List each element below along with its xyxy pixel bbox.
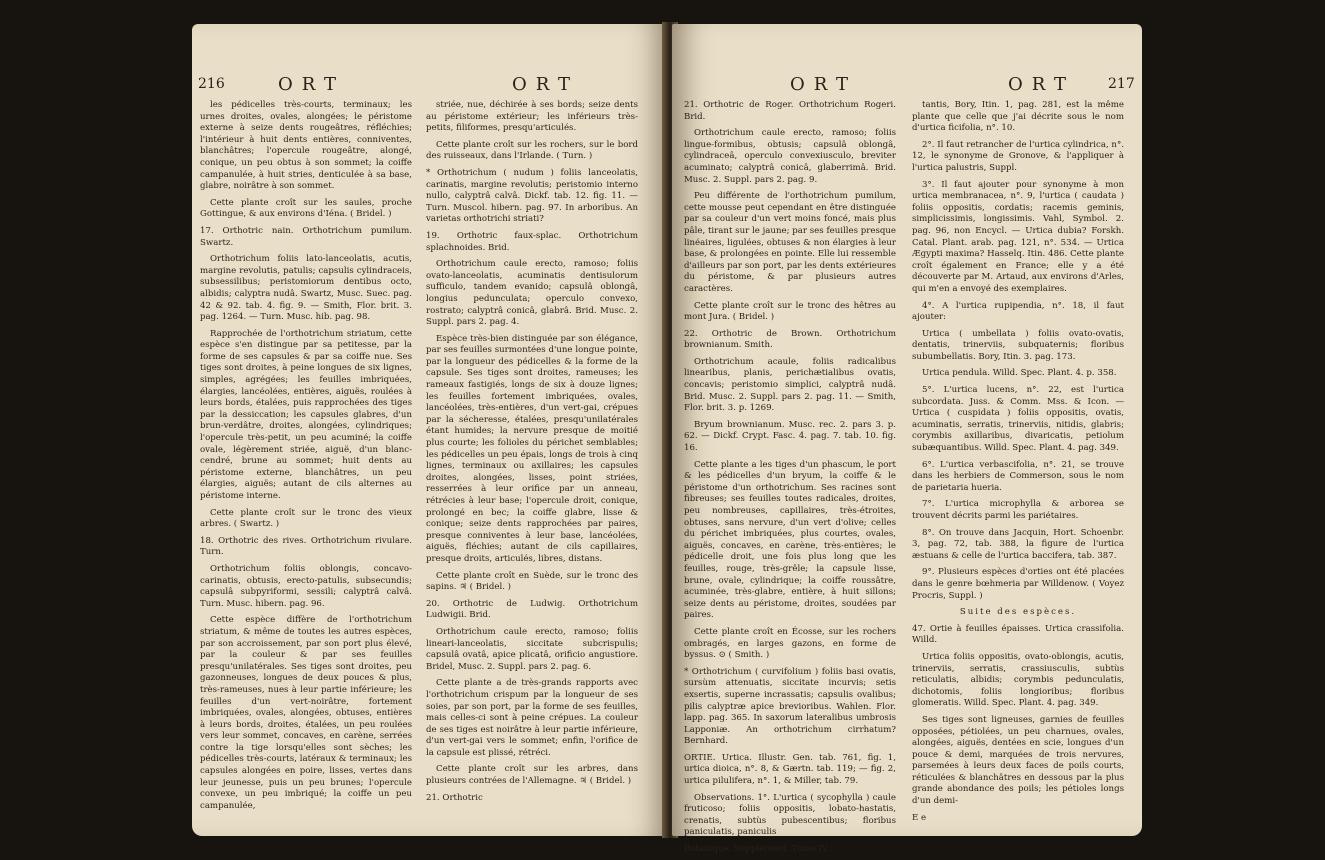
paragraph: 19. Orthotric faux-splac. Orthotrichum splachnoides. Brid. [426,230,638,253]
paragraph: 8°. On trouve dans Jacquin, Hort. Schoenbr. 3, pag. 72, tab. 388, la figure de l'urtica æstuans & celle de l'urtica baccifera, tab. 387. [912,527,1124,561]
paragraph: * Orthotrichum ( nudum ) foliis lanceolatis, carinatis, margine revolutis; peristomio interno nullo, calyptrâ calvâ. Dickf. tab. 12. fig. 11. — Turn. Muscol. hibern. pag. 97. In arboribus. An varietas orthotrichi striati? [426,167,638,225]
paragraph: 9°. Plusieurs espèces d'orties ont été placées dans le genre bœhmeria par Willdenow. ( Voyez Procris, Suppl. ) [912,567,1124,601]
paragraph: 22. Orthotric de Brown. Orthotrichum brownianum. Smith. [684,328,896,351]
paragraph: Cette plante croît sur le tronc des vieux arbres. ( Swartz. ) [200,507,412,530]
paragraph: 20. Orthotric de Ludwig. Orthotrichum Ludwigii. Brid. [426,598,638,621]
paragraph: ORTIE. Urtica. Illustr. Gen. tab. 761, fig. 1, urtica dioica, n°. 8, & Gærtn. tab. 119; — fig. 2, urtica pilulifera, n°. 1, & Miller, tab. 79. [684,752,896,787]
paragraph: 2°. Il faut retrancher de l'urtica cylindrica, n°. 12, le synonyme de Gronove, & l'appliquer à l'urtica palustris, Suppl. [912,139,1124,173]
paragraph: Ses tiges sont ligneuses, garnies de feuilles opposées, pétiolées, un peu charnues, ovales, alongées, aiguës, dentées en scie, longues d'un pouce & demi, marquées de trois nervures, parsemées à leurs deux faces de poils courts, réticulées & blanchâtres en dessous par la plus grande abondance des poils; les pétioles longs d'un demi- [912,714,1124,807]
paragraph: striée, nue, déchirée à ses bords; seize dents au péristome extérieur; les inférieurs très-petits, filiformes, presqu'articulés. [426,100,638,134]
paragraph: Rapprochée de l'orthotrichum striatum, cette espèce s'en distingue par sa petitesse, par la forme de ses capsules & par sa coiffe nue. Ses tiges sont droites, à peine longues de six lignes, simples, agrégées; les feuilles imbriquées, élargies, lancéolées, entières, aiguës, roulées à leurs bords, étalées, puis rapprochées des tiges par la dessiccation; les capsules glabres, d'un brun-verdâtre, droites, alongées, cylindriques; l'opercule très-petit, un peu acuminé; la coiffe ovale, légèrement striée, aiguë, d'un blanc-cendré, brune au sommet; huit dents au péristome externe, blanchâtres, un peu élargies, aiguës; autant de cils alternes au péristome interne. [200,328,412,501]
running-header-right-2: ORT [1008,74,1075,95]
running-header-left-2: ORT [512,74,579,95]
page-number-right: 217 [1108,76,1135,92]
running-header-left-1: ORT [278,74,345,95]
paragraph: 21. Orthotric [426,792,483,803]
paragraph: Cette plante a de très-grands rapports avec l'orthotrichum crispum par la longueur de ses soies, par son port, par la forme de ses feuilles, mais celles-ci sont à peine crépues. La couleur de ses tiges est noirâtre à leur partie inférieure, d'un vert-gai vers le sommet; enfin, l'orifice de la capsule est plissé, rétréci. [426,678,638,758]
left-column-1 [200,100,412,860]
paragraph: Cette plante croît sur le tronc des hêtres au mont Jura. ( Bridel. ) [684,300,896,323]
running-header-right-1: ORT [790,74,857,95]
paragraph: Cette plante croît sur les rochers, sur le bord des ruisseaux, dans l'Irlande. ( Turn. ) [426,139,638,162]
paragraph: Cette espèce diffère de l'orthotrichum striatum, & même de toutes les autres espèces, par son accroissement, par son port plus élevé, par la couleur & par ses feuilles presqu'unilatérales. Ses tiges sont droites, peu gazonneuses, longues de deux pouces & plus, très-rameuses, nues à leur partie inférieure; les feuilles d'un vert-noirâtre, fortement imbriquées, ovales, alongées, obtuses, entières à leurs bords, droites, étalées, un peu roulées vers leur sommet, concaves, en carène, serrées contre la tige lorsqu'elles sont sèches; les pédicelles très-courts, latéraux & terminaux; les capsules alongées en poire, lisses, vertes dans leur jeunesse, puis un peu brunes; l'opercule convexe, un peu imbriqué; la coiffe un peu campanulée, [200,615,412,811]
paragraph: Peu différente de l'orthotrichum pumilum, cette mousse peut cependant en être distinguée par sa couleur d'un vert moins foncé, mais plus pâle, tirant sur le jaune; par ses feuilles presque linéaires, ligulées, obtuses & non élargies à leur base, & prolongées en pointe. Elle lui ressemble d'ailleurs par son port, par les dents extérieures du péristome, & par plusieurs autres caractères. [684,191,896,294]
paragraph: E e [912,812,927,823]
paragraph: Orthotrichum caule erecto, ramoso; foliis lingue-formibus, obtusis; capsulâ oblongâ, cylindraceâ, operculo convexiusculo, breviter acuminato; calyptrâ conicâ, glaberrimâ. Brid. Musc. 2. Suppl. pars 2. pag. 9. [684,128,896,185]
paragraph: Cette plante croît en Écosse, sur les rochers ombragés, en larges gazons, en forme de byssus. ⊙ ( Smith. ) [684,626,896,661]
paragraph: Cette plante a les tiges d'un phascum, le port & les pédicelles d'un bryum, la coiffe & le péristome d'un orthotrichum. Ses racines sont fibreuses; ses feuilles toutes radicales, droites, peu nombreuses, capillaires, très-étroites, obtuses, sans nervure, d'un vert d'olive; celles du périchet imbriquées, plus courtes, ovales, aiguës, concaves, en carène, très-entières; le pédicelle droit, une fois plus long que les feuilles, rouge, très-grêle; la capsule lisse, brune, ovale, cylindrique; la coiffe roussâtre, acuminée, très-glabre, entière, à huit sillons; seize dents au péristome, droites, soudées par paires. [684,459,896,621]
paragraph: les pédicelles très-courts, terminaux; les urnes droites, ovales, alongées; le péristome externe à seize dents rougeâtres, réfléchies; l'intérieur à huit dents entières, conniventes, blanchâtres; l'opercule rougeâtre, alongé, conique, un peu obtus à son sommet; la coiffe campanulée, à huit stries, denticulée à sa base, glabre, noirâtre à son sommet. [200,100,412,192]
paragraph: * Orthotrichum ( curvifolium ) foliis basi ovatis, sursùm attenuatis, siccitate incurvis; setis exsertis, superne incrassatis; capsulis ovalibus; pilis calyptræ apice brevioribus. Wahlen. Flor. lapp. pag. 365. In saxorum lateralibus umbrosis Lapponiæ. An orthotrichum cirrhatum? Bernhard. [684,666,896,747]
right-column-1 [684,100,896,860]
paragraph: Botanique. Supplément. Tome IV. [684,844,829,855]
paragraph: 7°. L'urtica microphylla & arborea se trouvent décrits parmi les pariétaires. [912,499,1124,521]
left-page [192,24,668,836]
paragraph: Observations. 1°. L'urtica ( sycophylla ) caule fruticoso; foliis oppositis, lobato-hastatis, crenatis, subtùs pubescentibus; floribus paniculatis, paniculis [684,792,896,838]
paragraph: Urtica ( umbellata ) foliis ovato-ovatis, dentatis, trinerviis, subquaternis; floribus subumbellatis. Bory, Itin. 3. pag. 173. [912,328,1124,362]
paragraph: 3°. Il faut ajouter pour synonyme à mon urtica membranacea, n°. 9, l'urtica ( caudata ) foliis oppositis, cordatis; racemis geminis, simplicissimis, longissimis. Vahl, Symbol. 2. pag. 96, non Encycl. — Urtica dubia? Forskh. Catal. Plant. arab. pag. 121, n°. 534. — Urtica Ægypti maxima? Hasselq. Itin. 486. Cette plante croît également en France; elle y a été découverte par M. Artaud, aux environs d'Arles, qui m'en a envoyé des exemplaires. [912,179,1124,294]
left-column-2 [426,100,638,860]
paragraph: 4°. A l'urtica rupipendia, n°. 18, il faut ajouter: [912,300,1124,323]
right-column-2 [912,100,1124,860]
paragraph: Urtica foliis oppositis, ovato-oblongis, acutis, trinerviis, serratis, crassiusculis, subtùs reticulatis, albidis; corymbis pedunculatis, dichotomis, foliis longioribus; floribus glomeratis. Willd. Spec. Plant. 4. pag. 349. [912,651,1124,709]
paragraph: 5°. L'urtica lucens, n°. 22, est l'urtica subcordata. Juss. & Comm. Mss. & Icon. — Urtica ( cuspidata ) foliis oppositis, ovatis, acuminatis, serratis, trinerviis, nitidis, glabris; corymbis axillaribus, divaricatis, petiolum subæquantibus. Willd. Spec. Plant. 4. pag. 349. [912,385,1124,454]
paragraph: tantis, Bory, Itin. 1, pag. 281, est la même plante que celle que j'ai décrite sous le nom d'urtica ficifolia, n°. 10. [912,100,1124,134]
paragraph: 18. Orthotric des rives. Orthotrichum rivulare. Turn. [200,535,412,558]
paragraph: Cette plante croît sur les arbres, dans plusieurs contrées de l'Allemagne. ♃ ( Bridel. ) [426,764,638,787]
paragraph: 21. Orthotric de Roger. Orthotrichum Rogeri. Brid. [684,100,896,122]
paragraph: Cette plante croît en Suède, sur le tronc des sapins. ♃ ( Bridel. ) [426,570,638,593]
paragraph: Cette plante croît sur les saules, proche Gottingue, & aux environs d'Iéna. ( Bridel. ) [200,197,412,220]
paragraph: Espèce très-bien distinguée par son élégance, par ses feuilles surmontées d'une longue pointe, par la longueur des pédicelles & la forme de la capsule. Ses tiges sont droites, rameuses; les rameaux fastigiés, longs de six à douze lignes; les feuilles fortement imbriquées, ovales, lancéolées, très-entières, d'un vert-gai, crépues par la sécheresse, étalées, presqu'unilatérales étant humides; la nervure presque de moitié plus courte; les folioles du périchet semblables; les pédicelles un peu épais, longs de trois à cinq lignes, terminaux ou axillaires; les capsules droites, alongées, lisses, point striées, resserrées à leur orifice par un anneau, rétrécies à leur base; l'opercule droit, conique, prolongé en bec; la coiffe glabre, lisse & conique; seize dents rapprochées par paires, presque conniventes à leur base, lancéolées, aiguës, fléchies; autant de cils capillaires, presque droits, articulés, libres, distans. [426,333,638,564]
paragraph: 47. Ortie à feuilles épaisses. Urtica crassifolia. Willd. [912,623,1124,646]
paragraph: Suite des espèces. [959,607,1077,618]
paragraph: Orthotrichum foliis lato-lanceolatis, acutis, margine revolutis, patulis; capsulis cylindraceis, subsessilibus; peristomiorum dentibus octo, albidis; calyptra nudâ. Swartz, Musc. Suec. pag. 42 & 92. tab. 4. fig. 9. — Smith, Flor. brit. 3. pag. 1264. — Turn. Musc. hib. pag. 98. [200,254,412,323]
paragraph: Orthotrichum caule erecto, ramoso; foliis ovato-lanceolatis, acuminatis dentisulorum sufficulo, tandem evanido; capsulâ oblongâ, longius pedunculata; operculo convexo, rostrato; calyptrâ conicâ, glabrâ. Brid. Musc. 2. Suppl. pars 2. pag. 4. [426,259,638,328]
paragraph: 6°. L'urtica verbascifolia, n°. 21, se trouve dans les herbiers de Commerson, sous le nom de parietaria hueria. [912,459,1124,493]
paragraph: Bryum brownianum. Musc. rec. 2. pars 3. p. 62. — Dickf. Crypt. Fasc. 4. pag. 7. tab. 10. fig. 16. [684,419,896,454]
paragraph: Urtica pendula. Willd. Spec. Plant. 4. p. 358. [922,368,1117,379]
page-number-left: 216 [198,76,225,92]
paragraph: Orthotrichum acaule, foliis radicalibus linearibus, planis, perichætialibus ovatis, concavis; peristomio simplici, calyptrâ nudâ. Brid. Musc. 2. Suppl. pars 2. pag. 11. — Smith, Flor. brit. 3. p. 1269. [684,356,896,414]
paragraph: Orthotrichum caule erecto, ramoso; foliis lineari-lanceolatis, siccitate subcrispulis; capsulâ ovatâ, apice plicatâ, orificio angustiore. Bridel, Musc. 2. Suppl. pars 2. pag. 6. [426,626,638,672]
paragraph: Orthotrichum foliis oblongis, concavo-carinatis, obtusis, erecto-patulis, subsecundis; capsulâ subpyriformi, sessili; calyptrâ calvâ. Turn. Musc. hibern. pag. 96. [200,563,412,609]
paragraph: 17. Orthotric nain. Orthotrichum pumilum. Swartz. [200,225,412,248]
right-page [672,24,1142,855]
